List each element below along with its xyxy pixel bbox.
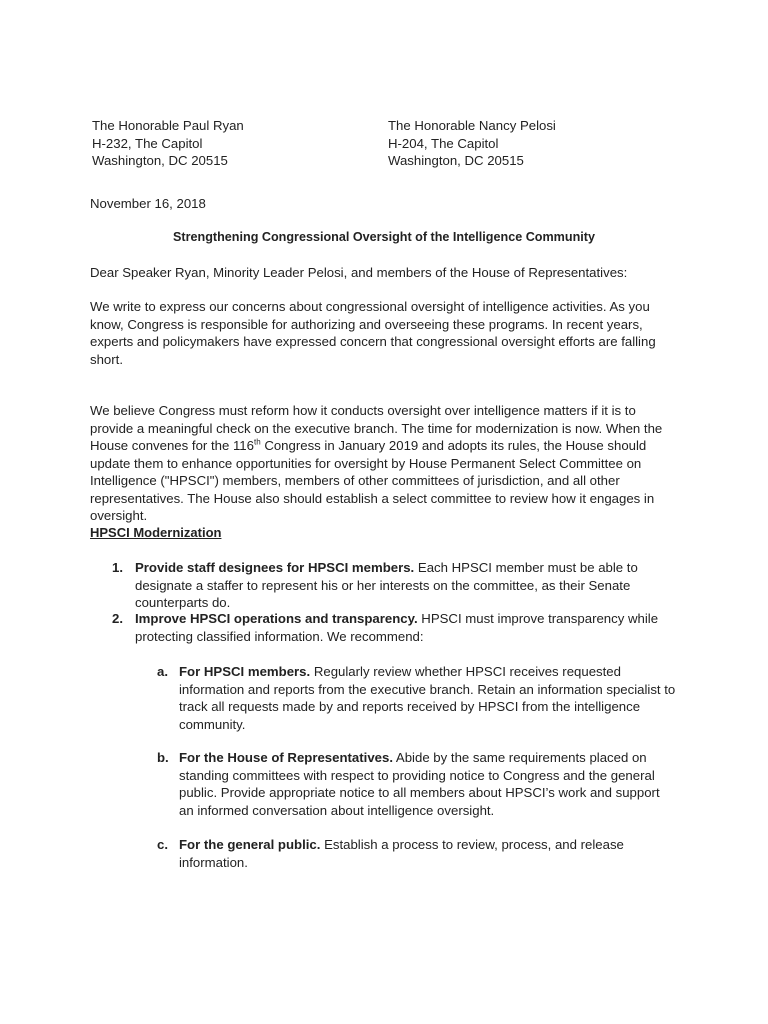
sub-list-item-lead: For HPSCI members. xyxy=(179,664,311,679)
list-item-text: Each HPSCI member must be able to designate a staffer to represent his or her interests on the committee, as their Senate counterparts do. xyxy=(135,560,638,610)
sub-list-item xyxy=(157,836,677,871)
letter-date: November 16, 2018 xyxy=(90,196,206,211)
sub-list-item-letter: c. xyxy=(157,837,168,852)
sub-list-item-letter: b. xyxy=(157,750,169,765)
paragraph-reform-part1: We believe Congress must reform how it conducts oversight over intelligence matters if it is to provide a meaningful check on the executive branch. The time for modernization is now. When the House convenes for the 116 xyxy=(90,403,663,453)
salutation: Dear Speaker Ryan, Minority Leader Pelosi, and members of the House of Representatives: xyxy=(90,265,628,280)
paragraph-reform xyxy=(90,402,680,525)
sub-list-item-text: Regularly review whether HPSCI receives requested information and reports from the executive branch. Retain an information specialist to track all requests made by and reports received by HPSCI from the intelligence community. xyxy=(179,664,676,732)
addressee-right xyxy=(388,117,556,170)
addressee-city: Washington, DC 20515 xyxy=(92,153,228,168)
addressee-name: The Honorable Paul Ryan xyxy=(92,118,244,133)
sub-list-item xyxy=(157,749,677,819)
list-item-lead: Improve HPSCI operations and transparency. xyxy=(135,611,418,626)
section-heading: HPSCI Modernization xyxy=(90,525,222,540)
list-item xyxy=(112,610,680,645)
list-item xyxy=(112,559,680,612)
sub-list-item-text: Establish a process to review, process, and release information. xyxy=(179,837,624,870)
sub-list-item-lead: For the House of Representatives. xyxy=(179,750,393,765)
addressee-left xyxy=(92,117,244,170)
addressee-city: Washington, DC 20515 xyxy=(388,153,524,168)
sub-list-item-text: Abide by the same requirements placed on standing committees with respect to providing notice to Congress and the general public. Provide appropriate notice to all members about HPSCI’s work and support an informed conversation about intelligence oversight. xyxy=(179,750,660,818)
letter-subject: Strengthening Congressional Oversight of the Intelligence Community xyxy=(173,230,595,244)
sub-list-item xyxy=(157,663,677,733)
list-item-text: HPSCI must improve transparency while protecting classified information. We recommend: xyxy=(135,611,659,644)
list-item-number: 2. xyxy=(112,611,123,626)
sub-list-item-letter: a. xyxy=(157,664,168,679)
ordinal-suffix: th xyxy=(253,437,261,447)
paragraph-concerns: We write to express our concerns about congressional oversight of intelligence activities. As you know, Congress is responsible for authorizing and overseeing these programs. In recent years, experts and policymakers have expressed concern that congressional oversight efforts are falling short. xyxy=(90,299,656,367)
addressee-office: H-232, The Capitol xyxy=(92,135,203,151)
paragraph-reform-part2: Congress in January 2019 and adopts its rules, the House should update them to enhance opportunities for oversight by House Permanent Select Committee on Intelligence ("HPSCI") members, members of other committees of jurisdiction, and all other representatives. The House also should establish a select committee to review how it engages in oversight. xyxy=(90,438,655,523)
addressee-name: The Honorable Nancy Pelosi xyxy=(388,118,556,133)
list-item-number: 1. xyxy=(112,560,123,575)
addressee-office: H-204, The Capitol xyxy=(388,135,499,151)
list-item-lead: Provide staff designees for HPSCI members. xyxy=(135,560,415,575)
sub-list-item-lead: For the general public. xyxy=(179,837,321,852)
